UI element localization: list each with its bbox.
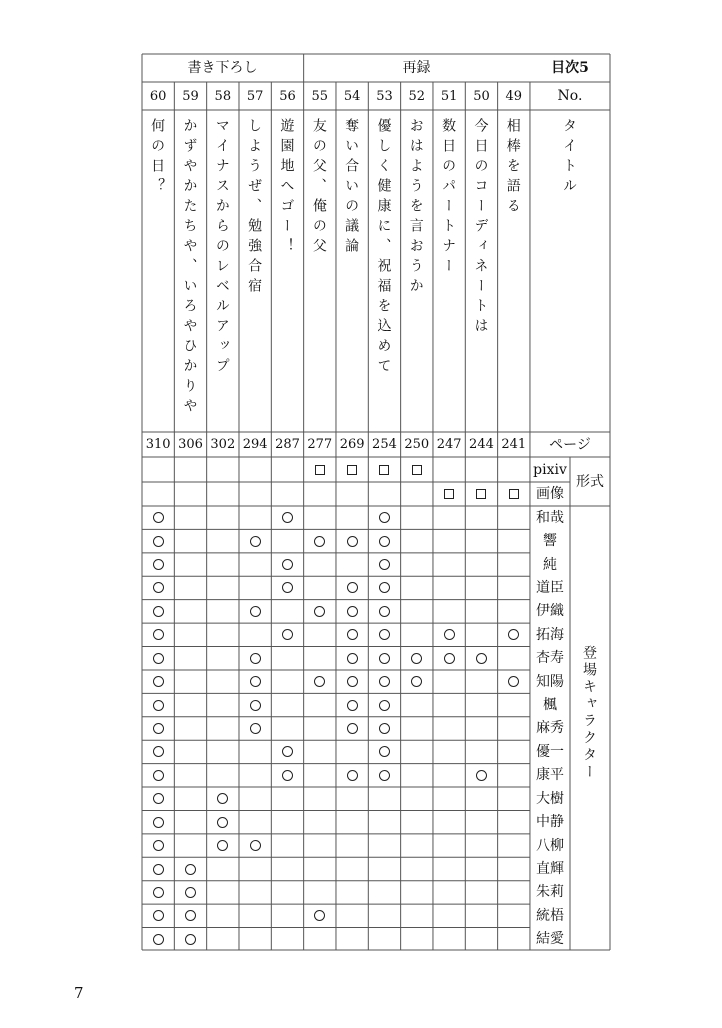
circle-mark bbox=[153, 817, 164, 828]
circle-mark bbox=[153, 910, 164, 921]
circle-mark bbox=[347, 629, 358, 640]
character-name: 杏寿 bbox=[536, 650, 564, 667]
column-title: マイナスからのレベルアップ bbox=[213, 118, 230, 378]
appearance-mark bbox=[465, 647, 497, 670]
circle-mark bbox=[476, 770, 487, 781]
circle-mark bbox=[153, 629, 164, 640]
page-label: ページ bbox=[549, 436, 591, 453]
circle-mark bbox=[508, 676, 519, 687]
character-name: 麻秀 bbox=[536, 720, 564, 737]
appearance-mark bbox=[142, 834, 174, 857]
appearance-mark bbox=[271, 506, 303, 529]
appearance-mark bbox=[142, 810, 174, 833]
appearance-mark bbox=[207, 810, 239, 833]
circle-mark bbox=[379, 770, 390, 781]
appearance-mark bbox=[239, 529, 271, 552]
appearance-mark bbox=[336, 576, 368, 599]
character-name: 優一 bbox=[536, 743, 564, 760]
appearance-mark bbox=[142, 881, 174, 904]
appearance-mark bbox=[304, 670, 336, 693]
circle-mark bbox=[379, 606, 390, 617]
character-name: 楓 bbox=[543, 697, 557, 714]
appearance-mark bbox=[271, 740, 303, 763]
circle-mark bbox=[250, 676, 261, 687]
square-mark bbox=[412, 465, 422, 475]
column-number: 56 bbox=[279, 88, 296, 104]
group-header-rerecord: 再録 bbox=[402, 60, 431, 76]
column-title: 数日のパートナー bbox=[440, 118, 457, 278]
circle-mark bbox=[379, 653, 390, 664]
circle-mark bbox=[347, 653, 358, 664]
appearance-mark bbox=[368, 506, 400, 529]
appearance-mark bbox=[271, 576, 303, 599]
column-page: 294 bbox=[242, 437, 268, 452]
circle-mark bbox=[282, 512, 293, 523]
square-mark bbox=[315, 465, 325, 475]
column-number: 58 bbox=[214, 88, 232, 104]
appearance-mark bbox=[336, 764, 368, 787]
circle-mark bbox=[153, 512, 164, 523]
column-page: 269 bbox=[339, 437, 365, 452]
circle-mark bbox=[282, 559, 293, 570]
column-number: 57 bbox=[246, 88, 264, 104]
appearance-mark bbox=[271, 623, 303, 646]
square-mark bbox=[379, 465, 389, 475]
circle-mark bbox=[508, 629, 519, 640]
circle-mark bbox=[347, 723, 358, 734]
circle-mark bbox=[153, 887, 164, 898]
circle-mark bbox=[379, 723, 390, 734]
column-title: 何の日？ bbox=[149, 118, 166, 198]
appearance-mark bbox=[207, 787, 239, 810]
column-title: 相棒を語る bbox=[504, 118, 521, 218]
appearance-mark bbox=[368, 647, 400, 670]
no-label: No. bbox=[557, 88, 583, 104]
circle-mark bbox=[314, 910, 325, 921]
appearance-mark bbox=[142, 904, 174, 927]
character-name: 大樹 bbox=[536, 790, 564, 807]
circle-mark bbox=[153, 536, 164, 547]
character-name: 統梧 bbox=[536, 907, 564, 924]
circle-mark bbox=[347, 770, 358, 781]
column-title: 友の父、俺の父 bbox=[310, 118, 327, 258]
circle-mark bbox=[153, 864, 164, 875]
column-page: 247 bbox=[436, 437, 462, 452]
appearance-mark bbox=[142, 576, 174, 599]
appearance-mark bbox=[239, 647, 271, 670]
circle-mark bbox=[250, 700, 261, 711]
column-number: 51 bbox=[440, 88, 458, 104]
circle-mark bbox=[379, 582, 390, 593]
appearance-mark bbox=[433, 647, 465, 670]
circle-mark bbox=[379, 629, 390, 640]
column-page: 302 bbox=[210, 437, 236, 452]
appearance-mark bbox=[207, 834, 239, 857]
character-name: 直輝 bbox=[536, 861, 564, 877]
character-name: 道臣 bbox=[536, 579, 564, 596]
character-name: 康平 bbox=[536, 767, 564, 784]
appearance-mark bbox=[174, 857, 206, 880]
column-page: 241 bbox=[501, 437, 527, 452]
appearance-mark bbox=[368, 764, 400, 787]
circle-mark bbox=[282, 770, 293, 781]
column-title: かずやかたちや、いろやひかりや bbox=[181, 118, 198, 418]
appearance-mark bbox=[142, 600, 174, 623]
circle-mark bbox=[250, 536, 261, 547]
circle-mark bbox=[153, 582, 164, 593]
appearance-mark bbox=[142, 928, 174, 951]
appearance-mark bbox=[304, 904, 336, 927]
format-checkbox bbox=[433, 482, 465, 506]
column-title: 奪い合いの議論 bbox=[343, 118, 360, 258]
column-number: 55 bbox=[311, 88, 329, 104]
column-number: 54 bbox=[343, 88, 361, 104]
circle-mark bbox=[153, 676, 164, 687]
circle-mark bbox=[153, 606, 164, 617]
square-mark bbox=[509, 489, 519, 499]
column-number: 49 bbox=[505, 88, 523, 104]
circle-mark bbox=[347, 700, 358, 711]
group-header-new: 書き下ろし bbox=[187, 60, 258, 76]
circle-mark bbox=[476, 653, 487, 664]
character-name: 八柳 bbox=[536, 837, 564, 854]
circle-mark bbox=[153, 559, 164, 570]
circle-mark bbox=[250, 840, 261, 851]
appearance-mark bbox=[336, 600, 368, 623]
appearance-mark bbox=[239, 834, 271, 857]
circle-mark bbox=[347, 676, 358, 687]
appearance-mark bbox=[142, 693, 174, 716]
appearance-mark bbox=[142, 623, 174, 646]
appearance-mark bbox=[142, 740, 174, 763]
circle-mark bbox=[379, 676, 390, 687]
appearance-mark bbox=[239, 600, 271, 623]
page-number: 7 bbox=[74, 984, 84, 1002]
appearance-mark bbox=[304, 529, 336, 552]
circle-mark bbox=[153, 653, 164, 664]
circle-mark bbox=[347, 536, 358, 547]
column-page: 277 bbox=[307, 437, 333, 452]
column-number: 50 bbox=[473, 88, 490, 104]
appearance-mark bbox=[401, 670, 433, 693]
circle-mark bbox=[411, 676, 422, 687]
appearance-mark bbox=[368, 529, 400, 552]
appearance-mark bbox=[368, 553, 400, 576]
appearance-mark bbox=[465, 764, 497, 787]
appearance-mark bbox=[498, 623, 530, 646]
format-checkbox bbox=[401, 457, 433, 482]
circle-mark bbox=[282, 629, 293, 640]
appearance-mark bbox=[271, 553, 303, 576]
circle-mark bbox=[153, 793, 164, 804]
circle-mark bbox=[250, 606, 261, 617]
appearance-mark bbox=[368, 693, 400, 716]
column-number: 52 bbox=[408, 88, 426, 104]
circle-mark bbox=[379, 512, 390, 523]
character-name: 知陽 bbox=[536, 673, 564, 690]
column-page: 244 bbox=[469, 437, 494, 452]
format-image-label: 画像 bbox=[536, 486, 564, 502]
circle-mark bbox=[153, 700, 164, 711]
column-title: 優しく健康に、祝福を込めて bbox=[375, 118, 392, 378]
square-mark bbox=[444, 489, 454, 499]
appearance-mark bbox=[271, 764, 303, 787]
circle-mark bbox=[347, 606, 358, 617]
format-checkbox bbox=[368, 457, 400, 482]
appearance-mark bbox=[239, 670, 271, 693]
circle-mark bbox=[185, 934, 196, 945]
title-label: タイトル bbox=[561, 118, 577, 198]
circle-mark bbox=[250, 653, 261, 664]
circle-mark bbox=[153, 723, 164, 734]
appearance-mark bbox=[239, 693, 271, 716]
circle-mark bbox=[347, 582, 358, 593]
appearance-mark bbox=[142, 764, 174, 787]
circle-mark bbox=[444, 653, 455, 664]
appearance-mark bbox=[304, 600, 336, 623]
circle-mark bbox=[379, 746, 390, 757]
circle-mark bbox=[217, 817, 228, 828]
appearance-mark bbox=[401, 647, 433, 670]
format-checkbox bbox=[465, 482, 497, 506]
column-page: 306 bbox=[178, 437, 203, 452]
circle-mark bbox=[379, 536, 390, 547]
appearance-mark bbox=[142, 506, 174, 529]
circle-mark bbox=[153, 840, 164, 851]
appearance-mark bbox=[368, 670, 400, 693]
circle-mark bbox=[282, 746, 293, 757]
appearance-mark bbox=[368, 623, 400, 646]
appearance-mark bbox=[368, 576, 400, 599]
column-number: 59 bbox=[182, 88, 199, 104]
format-label: 形式 bbox=[576, 473, 604, 490]
appearance-mark bbox=[336, 717, 368, 740]
column-number: 60 bbox=[149, 88, 167, 104]
column-number: 53 bbox=[376, 88, 393, 104]
square-mark bbox=[347, 465, 357, 475]
appearance-mark bbox=[368, 600, 400, 623]
character-name: 純 bbox=[543, 556, 557, 573]
appearance-mark bbox=[142, 717, 174, 740]
appearance-mark bbox=[142, 553, 174, 576]
appearance-mark bbox=[174, 881, 206, 904]
circle-mark bbox=[153, 934, 164, 945]
appearance-mark bbox=[174, 928, 206, 951]
appearance-mark bbox=[368, 717, 400, 740]
appearance-mark bbox=[336, 647, 368, 670]
circle-mark bbox=[411, 653, 422, 664]
appearance-mark bbox=[336, 529, 368, 552]
character-name: 和哉 bbox=[536, 509, 564, 526]
circle-mark bbox=[250, 723, 261, 734]
appearance-mark bbox=[142, 529, 174, 552]
appearance-mark bbox=[239, 717, 271, 740]
circle-mark bbox=[379, 700, 390, 711]
appearance-mark bbox=[368, 740, 400, 763]
appearance-mark bbox=[433, 623, 465, 646]
circle-mark bbox=[314, 606, 325, 617]
column-title: 今日のコーディネートは bbox=[472, 118, 489, 338]
appearance-mark bbox=[336, 623, 368, 646]
column-title: おはようを言おうか bbox=[407, 118, 424, 298]
format-checkbox bbox=[498, 482, 530, 506]
appearance-mark bbox=[142, 670, 174, 693]
circle-mark bbox=[217, 793, 228, 804]
column-title: 遊園地へゴー！ bbox=[278, 118, 295, 258]
appearance-mark bbox=[174, 904, 206, 927]
format-checkbox bbox=[336, 457, 368, 482]
circle-mark bbox=[314, 536, 325, 547]
appearance-mark bbox=[336, 670, 368, 693]
character-name: 伊織 bbox=[536, 603, 564, 620]
circle-mark bbox=[217, 840, 228, 851]
column-title: しようぜ、勉強合宿 bbox=[246, 118, 263, 298]
circle-mark bbox=[282, 582, 293, 593]
appearance-mark bbox=[142, 857, 174, 880]
appearance-mark bbox=[142, 647, 174, 670]
character-name: 結愛 bbox=[536, 931, 564, 948]
circle-mark bbox=[185, 864, 196, 875]
circle-mark bbox=[153, 770, 164, 781]
appearance-mark bbox=[498, 670, 530, 693]
characters-label: 登場キャラクター bbox=[581, 645, 597, 781]
circle-mark bbox=[314, 676, 325, 687]
column-page: 287 bbox=[275, 437, 300, 452]
circle-mark bbox=[185, 887, 196, 898]
circle-mark bbox=[153, 746, 164, 757]
format-pixiv-label: pixiv bbox=[533, 461, 567, 478]
circle-mark bbox=[379, 559, 390, 570]
square-mark bbox=[476, 489, 486, 499]
circle-mark bbox=[185, 910, 196, 921]
column-page: 254 bbox=[372, 437, 397, 452]
character-name: 中静 bbox=[536, 814, 564, 831]
circle-mark bbox=[444, 629, 455, 640]
character-name: 響 bbox=[543, 533, 557, 550]
appearance-mark bbox=[142, 787, 174, 810]
column-page: 310 bbox=[145, 437, 171, 452]
toc-header: 目次5 bbox=[551, 60, 589, 76]
character-name: 朱莉 bbox=[536, 884, 564, 901]
format-checkbox bbox=[304, 457, 336, 482]
character-name: 拓海 bbox=[536, 626, 564, 643]
appearance-mark bbox=[336, 693, 368, 716]
column-page: 250 bbox=[404, 437, 430, 452]
